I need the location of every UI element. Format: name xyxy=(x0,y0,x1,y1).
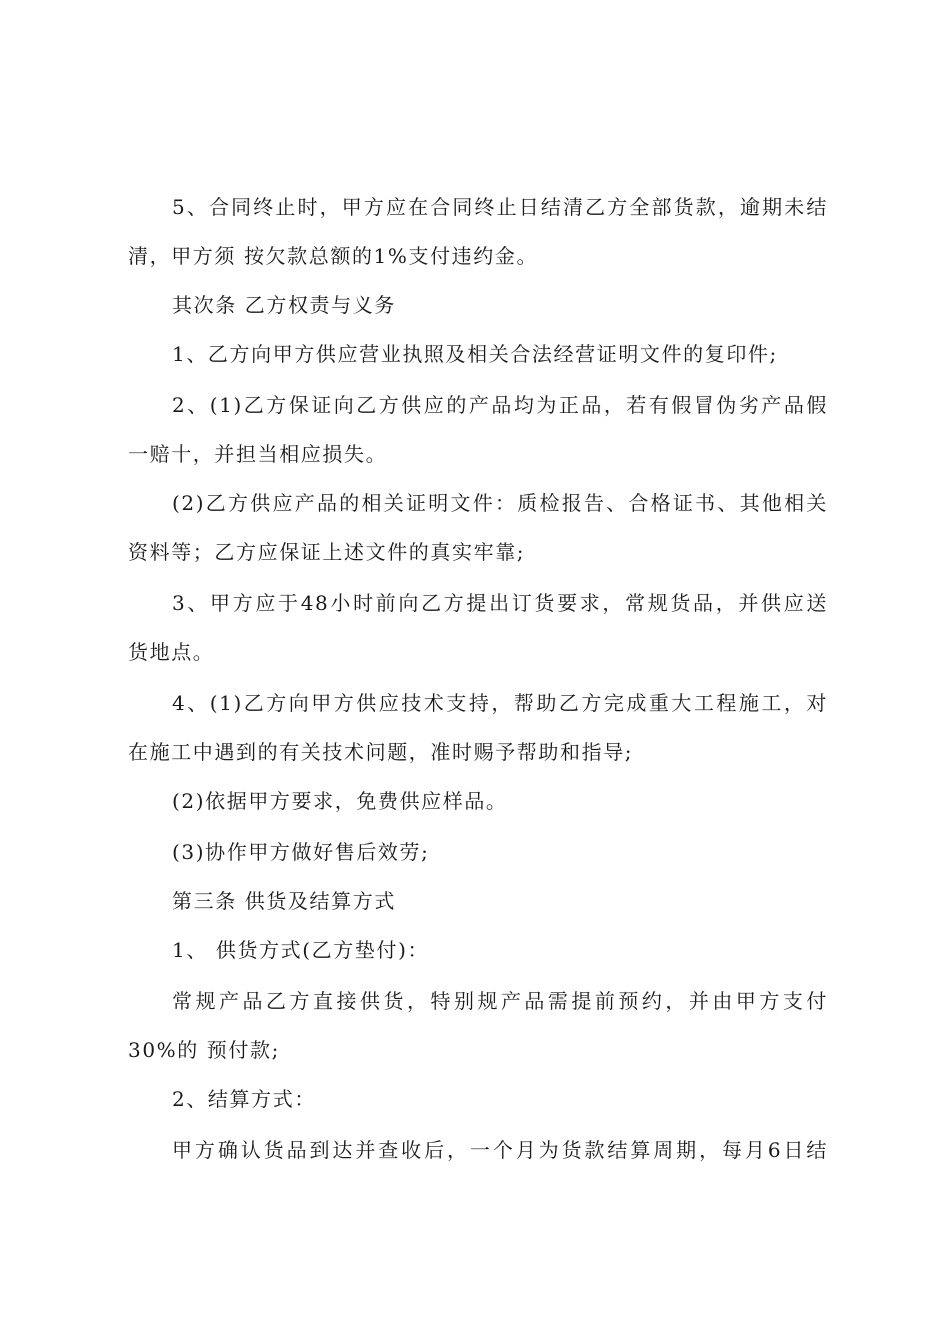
paragraph-line: 常规产品乙方直接供货，特别规产品需提前预约，并由甲方支付 xyxy=(172,989,828,1013)
section-heading: 其次条 乙方权责与义务 xyxy=(172,293,396,317)
paragraph-line: 清，甲方须 按欠款总额的1%支付违约金。 xyxy=(128,244,539,268)
paragraph-line: 货地点。 xyxy=(128,640,215,664)
paragraph-line: 30%的 预付款; xyxy=(128,1038,280,1062)
paragraph-line: 3、甲方应于48小时前向乙方提出订货要求，常规货品，并供应送 xyxy=(172,591,828,615)
paragraph-line: 1、乙方向甲方供应营业执照及相关合法经营证明文件的复印件; xyxy=(172,342,778,366)
paragraph-line: (3)协作甲方做好售后效劳; xyxy=(172,840,430,864)
paragraph-line: 一赔十，并担当相应损失。 xyxy=(128,442,388,466)
section-heading: 第三条 供货及结算方式 xyxy=(172,889,396,913)
paragraph-line: 1、 供货方式(乙方垫付)： xyxy=(172,938,430,962)
paragraph-line: 5、合同终止时，甲方应在合同终止日结清乙方全部货款，逾期未结 xyxy=(172,195,828,219)
paragraph-line: (2)乙方供应产品的相关证明文件：质检报告、合格证书、其他相关 xyxy=(172,491,828,515)
paragraph-line: 2、(1)乙方保证向乙方供应的产品均为正品，若有假冒伪劣产品假 xyxy=(172,393,828,417)
paragraph-line: 2、结算方式： xyxy=(172,1087,316,1111)
paragraph-line: (2)依据甲方要求，免费供应样品。 xyxy=(172,789,508,813)
paragraph-line: 在施工中遇到的有关技术问题，准时赐予帮助和指导; xyxy=(128,740,634,764)
paragraph-line: 甲方确认货品到达并查收后，一个月为货款结算周期，每月6日结 xyxy=(172,1138,828,1162)
paragraph-line: 资料等；乙方应保证上述文件的真实牢靠; xyxy=(128,540,526,564)
paragraph-line: 4、(1)乙方向甲方供应技术支持，帮助乙方完成重大工程施工，对 xyxy=(172,691,828,715)
